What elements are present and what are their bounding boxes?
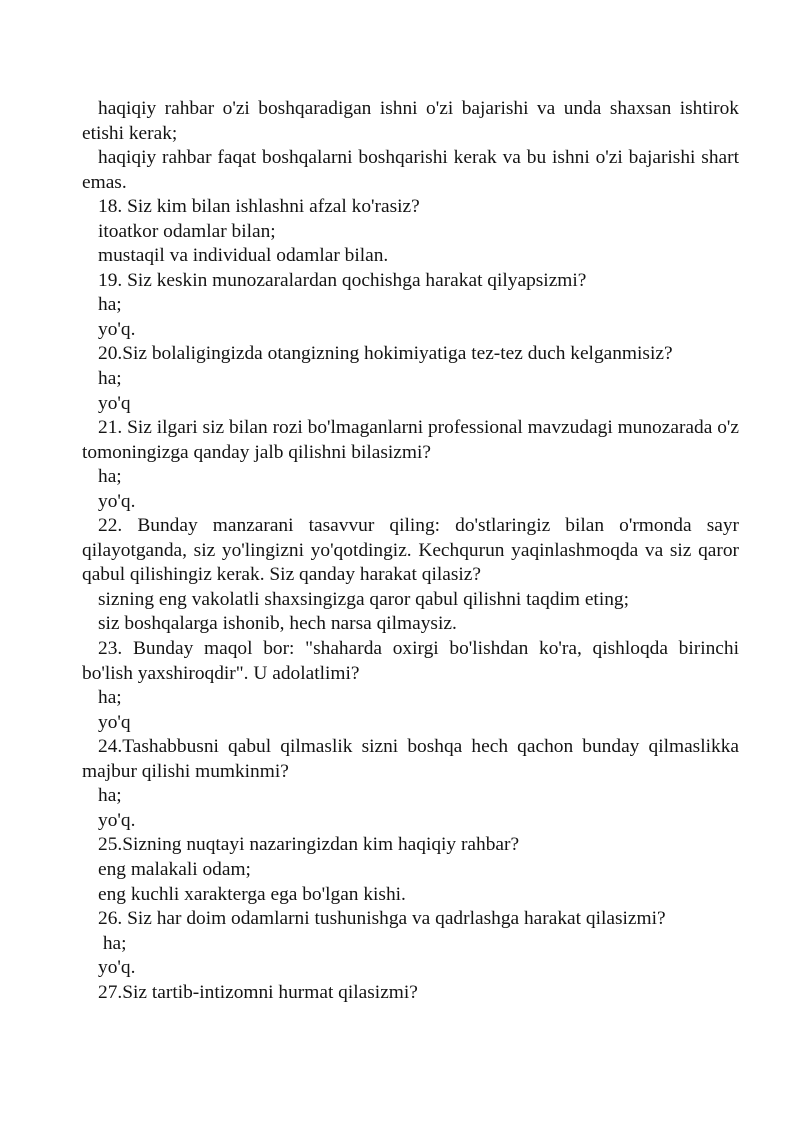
answer-option: ha; [98,294,122,316]
answer-option: ha; [98,932,127,954]
answer-option: eng kuchli xarakterga ega bo'lgan kishi. [98,883,406,905]
answer-option: yo'q. [98,490,136,512]
paragraph-option-a: haqiqiy rahbar o'zi boshqaradigan ishni o'zi bajarishi va unda shaxsan ishtirok etishi kerak; [82,98,739,144]
answer-option: mustaqil va individual odamlar bilan. [98,245,389,267]
answer-option: itoatkor odamlar bilan; [98,220,276,242]
question-22: 22. Bunday manzarani tasavvur qiling: do'stlaringiz bilan o'rmonda sayr qilayotganda, siz yo'lingizni yo'qotdingiz. Kechqurun yaqinlashmoqda va siz qaror qabul qilishingiz kerak. Siz qanday harakat qilasiz? [82,515,739,586]
question-19: 19. Siz keskin munozaralardan qochishga harakat qilyapsizmi? [98,269,587,291]
question-18: 18. Siz kim bilan ishlashni afzal ko'rasiz? [98,196,420,218]
document-page [82,97,739,1005]
answer-option: yo'q. [98,318,136,340]
answer-option: ha; [98,466,122,488]
question-26: 26. Siz har doim odamlarni tushunishga va qadrlashga harakat qilasizmi? [98,908,666,930]
answer-option: ha; [98,687,122,709]
question-25: 25.Sizning nuqtayi nazaringizdan kim haqiqiy rahbar? [98,834,520,856]
question-27: 27.Siz tartib-intizomni hurmat qilasizmi? [98,981,418,1003]
question-24: 24.Tashabbusni qabul qilmaslik sizni boshqa hech qachon bunday qilmaslikka majbur qilishi mumkinmi? [82,736,739,782]
answer-option: yo'q. [98,809,136,831]
question-21: 21. Siz ilgari siz bilan rozi bo'lmaganlarni professional mavzudagi munozarada o'z tomoningizga qanday jalb qilishni bilasizmi? [82,417,739,463]
question-23: 23. Bunday maqol bor: "shaharda oxirgi bo'lishdan ko'ra, qishloqda birinchi bo'lish yaxshiroqdir". U adolatlimi? [82,638,739,684]
answer-option: ha; [98,368,122,390]
paragraph-option-b: haqiqiy rahbar faqat boshqalarni boshqarishi kerak va bu ishni o'zi bajarishi shart emas. [82,147,739,193]
answer-option: sizning eng vakolatli shaxsingizga qaror qabul qilishni taqdim eting; [98,588,629,610]
answer-option: yo'q. [98,957,136,979]
answer-option: yo'q [98,392,131,414]
answer-option: ha; [98,785,122,807]
answer-option: yo'q [98,711,131,733]
answer-option: siz boshqalarga ishonib, hech narsa qilmaysiz. [98,613,457,635]
question-20: 20.Siz bolaligingizda otangizning hokimiyatiga tez-tez duch kelganmisiz? [98,343,673,365]
answer-option: eng malakali odam; [98,858,251,880]
